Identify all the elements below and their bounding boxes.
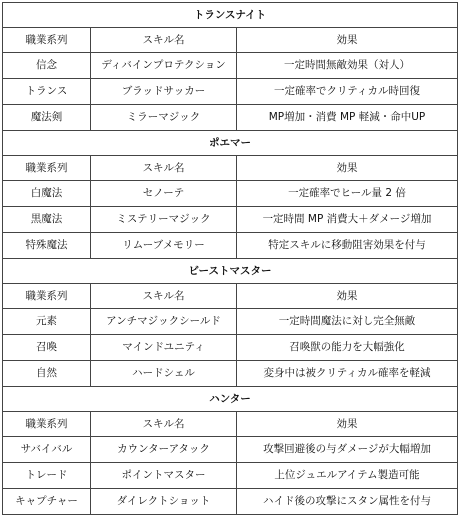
- cell-effect: 上位ジュエルアイテム製造可能: [237, 463, 458, 489]
- table-row: [3, 53, 458, 79]
- column-header-row: [3, 28, 458, 53]
- cell-skill: ポイントマスター: [91, 463, 237, 489]
- column-header-row: [3, 412, 458, 437]
- section-title: トランスナイト: [3, 3, 458, 28]
- section-title: ハンター: [3, 387, 458, 412]
- cell-category: 白魔法: [3, 181, 91, 207]
- cell-effect: 一定確率でクリティカル時回復: [237, 79, 458, 105]
- section-beastmaster: [3, 259, 458, 387]
- table-row: [3, 489, 458, 515]
- cell-skill: ミラーマジック: [91, 105, 237, 131]
- cell-skill: カウンターアタック: [91, 437, 237, 463]
- section-poemer: [3, 131, 458, 259]
- section-title: ビーストマスター: [3, 259, 458, 284]
- table-row: [3, 463, 458, 489]
- header-category: 職業系列: [3, 28, 91, 53]
- table-row: [3, 207, 458, 233]
- cell-category: サバイバル: [3, 437, 91, 463]
- cell-skill: ハードシェル: [91, 361, 237, 387]
- header-skill: スキル名: [91, 412, 237, 437]
- cell-skill: ダイレクトショット: [91, 489, 237, 515]
- header-effect: 効果: [237, 284, 458, 309]
- cell-category: 黒魔法: [3, 207, 91, 233]
- cell-effect: 一定確率でヒール量 2 倍: [237, 181, 458, 207]
- header-effect: 効果: [237, 412, 458, 437]
- cell-category: 召喚: [3, 335, 91, 361]
- header-effect: 効果: [237, 156, 458, 181]
- cell-category: 特殊魔法: [3, 233, 91, 259]
- cell-skill: アンチマジックシールド: [91, 309, 237, 335]
- cell-skill: マインドユニティ: [91, 335, 237, 361]
- cell-effect: 召喚獣の能力を大幅強化: [237, 335, 458, 361]
- cell-category: 魔法剣: [3, 105, 91, 131]
- table-row: [3, 233, 458, 259]
- cell-category: 信念: [3, 53, 91, 79]
- cell-category: 元素: [3, 309, 91, 335]
- cell-effect: MP増加・消費 MP 軽減・命中UP: [237, 105, 458, 131]
- section-hunter: [3, 387, 458, 515]
- header-skill: スキル名: [91, 28, 237, 53]
- cell-category: トランス: [3, 79, 91, 105]
- cell-category: 自然: [3, 361, 91, 387]
- cell-skill: ブラッドサッカー: [91, 79, 237, 105]
- table-row: [3, 105, 458, 131]
- column-header-row: [3, 156, 458, 181]
- table-row: [3, 79, 458, 105]
- header-skill: スキル名: [91, 156, 237, 181]
- table-row: [3, 361, 458, 387]
- section-title: ポエマー: [3, 131, 458, 156]
- table-row: [3, 181, 458, 207]
- section-title-row: [3, 259, 458, 284]
- cell-skill: ミステリーマジック: [91, 207, 237, 233]
- header-category: 職業系列: [3, 412, 91, 437]
- table-row: [3, 437, 458, 463]
- table-row: [3, 335, 458, 361]
- header-category: 職業系列: [3, 284, 91, 309]
- header-category: 職業系列: [3, 156, 91, 181]
- cell-skill: ディバインプロテクション: [91, 53, 237, 79]
- cell-skill: セノーテ: [91, 181, 237, 207]
- cell-effect: 変身中は被クリティカル確率を軽減: [237, 361, 458, 387]
- cell-effect: 一定時間無敵効果（対人）: [237, 53, 458, 79]
- cell-effect: 一定時間魔法に対し完全無敵: [237, 309, 458, 335]
- column-header-row: [3, 284, 458, 309]
- section-title-row: [3, 3, 458, 28]
- header-skill: スキル名: [91, 284, 237, 309]
- section-transknight: [3, 3, 458, 131]
- header-effect: 効果: [237, 28, 458, 53]
- cell-category: トレード: [3, 463, 91, 489]
- cell-effect: ハイド後の攻撃にスタン属性を付与: [237, 489, 458, 515]
- cell-effect: 一定時間 MP 消費大＋ダメージ増加: [237, 207, 458, 233]
- skill-table: [2, 2, 458, 515]
- section-title-row: [3, 131, 458, 156]
- cell-skill: リムーブメモリー: [91, 233, 237, 259]
- section-title-row: [3, 387, 458, 412]
- table-row: [3, 309, 458, 335]
- cell-effect: 攻撃回避後の与ダメージが大幅増加: [237, 437, 458, 463]
- cell-category: キャプチャー: [3, 489, 91, 515]
- cell-effect: 特定スキルに移動阻害効果を付与: [237, 233, 458, 259]
